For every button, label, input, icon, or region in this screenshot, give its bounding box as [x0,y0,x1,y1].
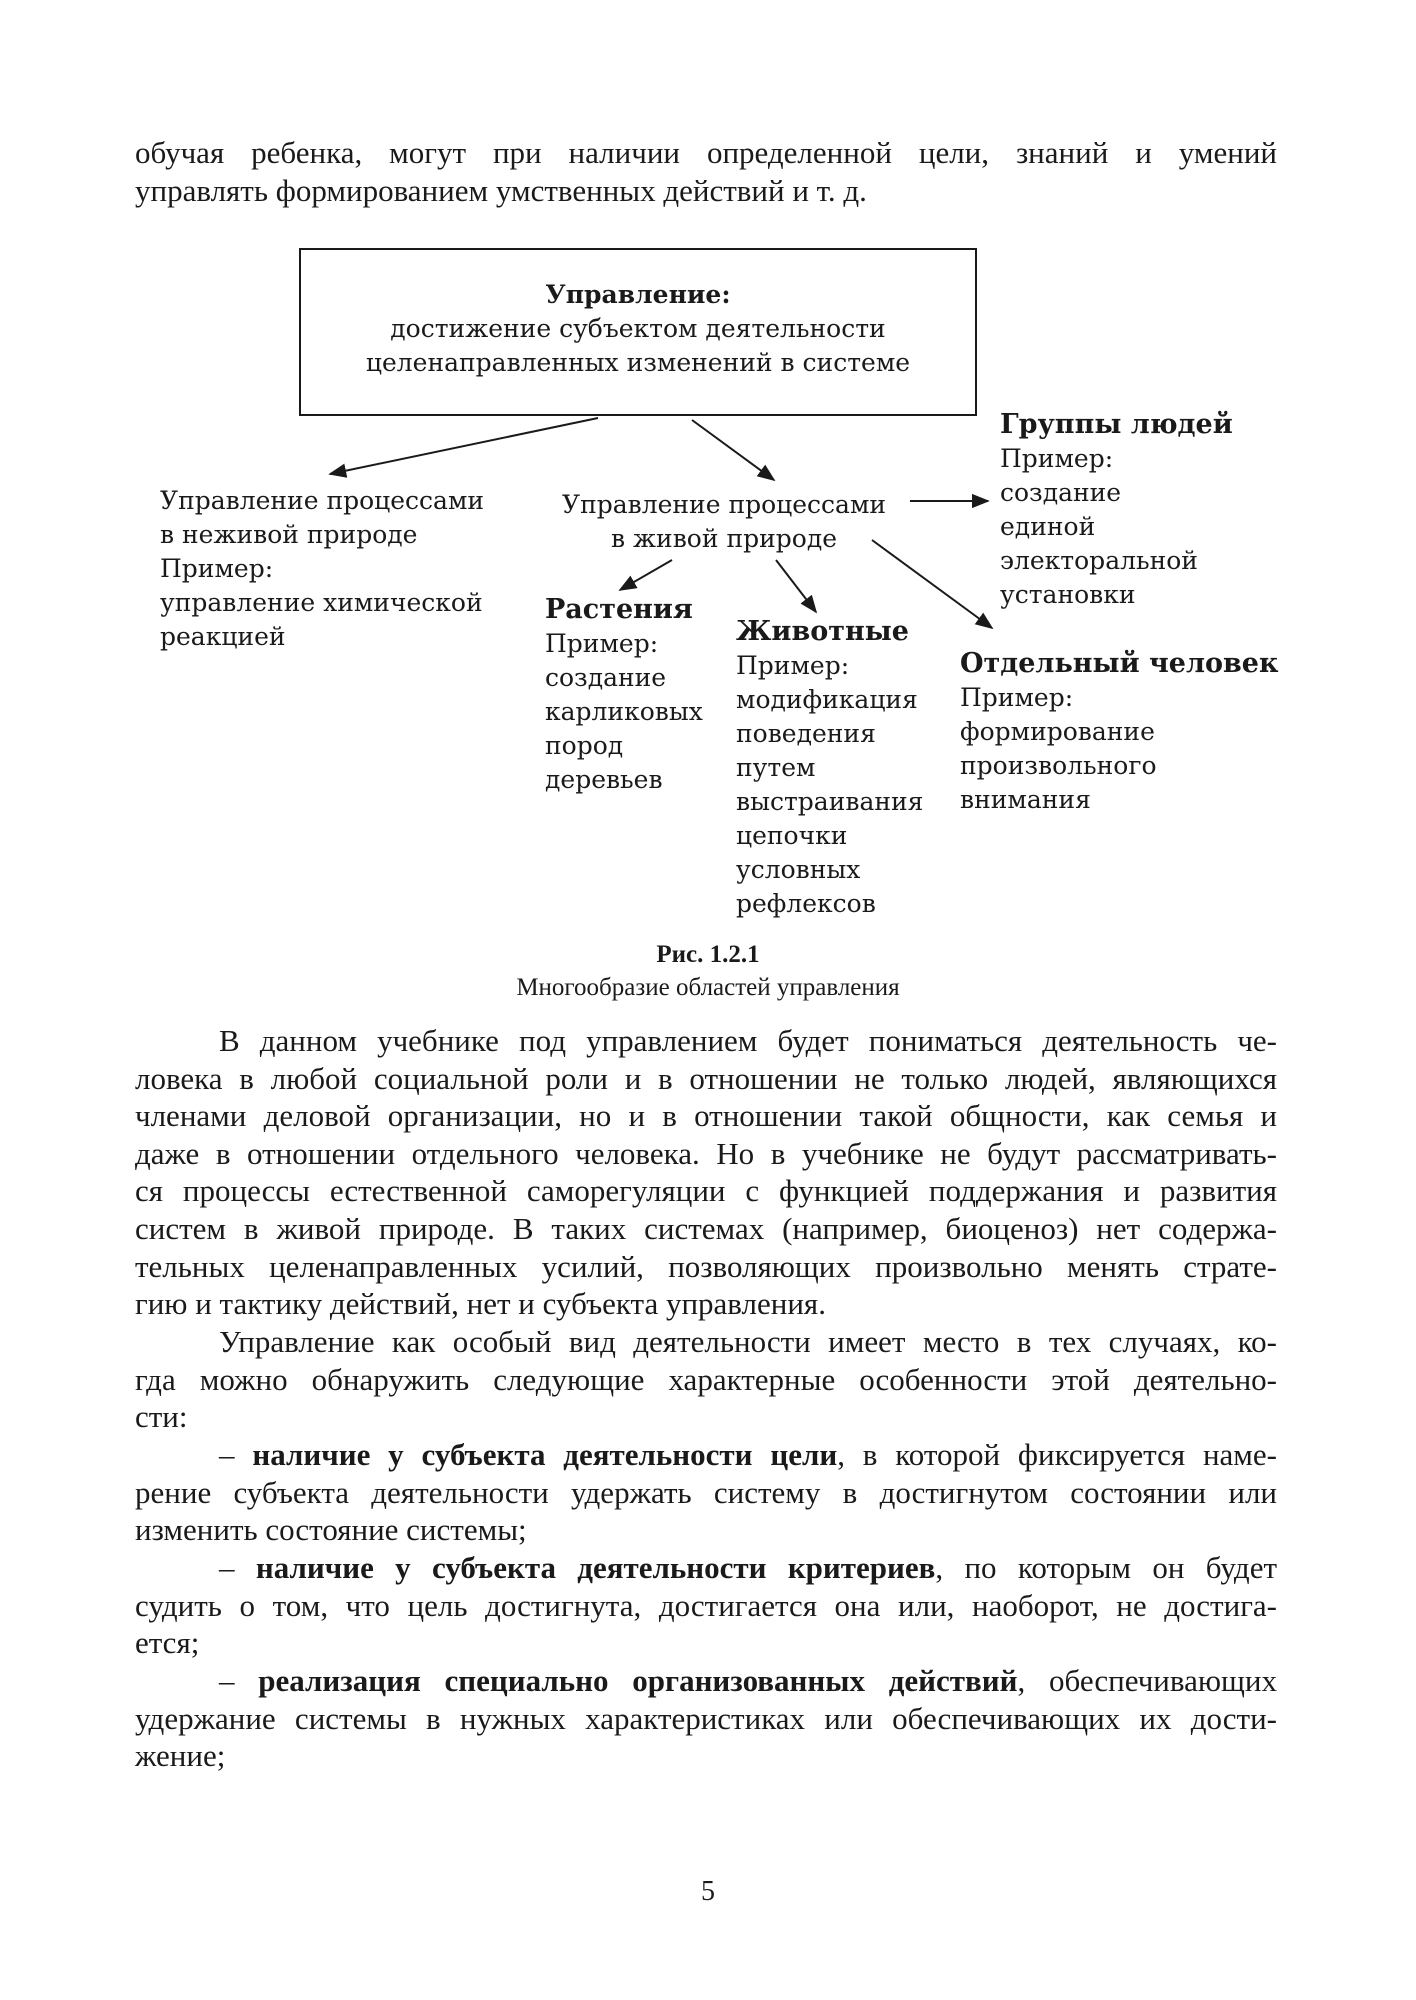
root-box-line: достижение субъектом деятельности [390,314,886,343]
bullet-rest: , обеспечивающих [1017,1663,1277,1698]
node-line: рефлексов [736,889,876,918]
node-line: цепочки [736,821,848,850]
arrow-to-animals [776,560,816,612]
figure-number: Рис. 1.2.1 [656,941,760,968]
node-title: Растения [545,594,693,625]
node-line: условных [736,855,861,884]
bullet-item [135,1436,1277,1549]
node-line: создание [545,663,667,692]
text-line: сти: [135,1399,188,1435]
text-line [135,1662,1277,1700]
node-line: создание [1000,478,1122,507]
figure-caption: Многообразие областей управления [516,974,900,1001]
text-line: гию и тактику действий, нет и субъекта управления. [135,1286,826,1322]
paragraph [135,1022,1277,1323]
node-line: деревьев [545,765,663,794]
node-title: Отдельный человек [960,648,1279,679]
text-line: удержание системы в нужных характеристиках или обеспечивающих их дости- [135,1700,1277,1736]
node-line: путем [736,753,816,782]
node-person [960,647,1278,817]
text-line: гда можно обнаружить следующие характерные особенности этой деятельно- [135,1361,1277,1397]
node-line: реакцией [160,622,286,651]
root-box-title: Управление: [545,280,731,309]
bullet-dash: – [219,1663,259,1698]
node-line: в неживой природе [160,520,418,549]
text-line: тельных целенаправленных усилий, позволяющих произвольно менять страте- [135,1248,1277,1284]
node-line: формирование [960,717,1155,746]
text-line: жение; [135,1738,226,1774]
node-line: Управление процессами [562,490,887,519]
node-line: поведения [736,719,876,748]
node-nonliving [160,484,484,654]
text-line: Управление как особый вид деятельности имеет место в тех случаях, ко- [219,1324,1277,1359]
root-box-line: целенаправленных изменений в системе [365,348,911,377]
text-line: изменить состояние системы; [135,1512,527,1548]
node-living [562,488,886,556]
node-title: Животные [736,616,909,647]
bullet-rest: , по которым он будет [935,1550,1278,1585]
text-line [135,1436,1277,1474]
node-line: установки [1000,580,1136,609]
text-line: систем в живой природе. В таких системах (например, биоценоз) нет содержа- [135,1210,1277,1246]
node-line: модификация [736,685,918,714]
node-line: единой [1000,512,1096,541]
bullet-dash: – [219,1437,253,1472]
node-line: Управление процессами [160,486,485,515]
node-title: Группы людей [1000,409,1233,440]
node-line: Пример: [1000,444,1114,473]
bullet-dash: – [219,1550,256,1585]
node-line: Пример: [736,651,850,680]
page-number: 5 [701,1876,715,1907]
text-line: даже в отношении отдельного человека. Но в учебнике не будут рассматривать- [135,1135,1277,1171]
text-line [135,1549,1277,1587]
node-plants [545,593,703,797]
arrow-to-plants [620,560,672,590]
bullet-item [135,1549,1277,1662]
bullet-item [135,1662,1277,1775]
text-line: ся процессы естественной саморегуляции с функцией поддержания и развития [135,1173,1277,1209]
node-line: карликовых [545,697,703,726]
node-line: в живой природе [611,524,838,553]
text-line: судить о том, что цель достигнута, достигается она или, наоборот, не достига- [135,1587,1277,1623]
text-line: В данном учебнике под управлением будет пониматься деятельность че- [219,1023,1277,1058]
node-line: Пример: [160,554,274,583]
arrow-to-living [692,420,774,480]
text-line: членами деловой организации, но и в отношении такой общности, как семья и [135,1098,1277,1134]
node-line: Пример: [545,629,659,658]
bullet-rest: , в которой фиксируется наме- [837,1437,1278,1472]
node-line: Пример: [960,683,1074,712]
arrow-to-nonliving [330,418,598,474]
node-groups [1000,408,1233,612]
node-line: произвольного [960,751,1157,780]
node-animals [736,615,923,921]
text-line: обучая ребенка, могут при наличии определенной цели, знаний и умений [135,135,1277,170]
bullet-bold: наличие у субъекта деятельности цели [252,1437,838,1472]
node-line: внимания [960,785,1091,814]
node-line: управление химической [160,588,483,617]
node-line: электоральной [1000,546,1198,575]
text-line: рение субъекта деятельности удержать систему в достигнутом состоянии или [135,1474,1277,1510]
text-line: ловека в любой социальной роли и в отношении не только людей, являющихся [135,1060,1277,1096]
bullet-bold: реализация специально организованных действий [258,1663,1018,1698]
node-line: пород [545,731,624,760]
node-line: выстраивания [736,787,924,816]
paragraph [135,1323,1277,1436]
text-line: управлять формированием умственных действий и т. д. [135,172,867,208]
text-line: ется; [135,1625,200,1661]
bullet-bold: наличие у субъекта деятельности критериев [255,1550,936,1585]
